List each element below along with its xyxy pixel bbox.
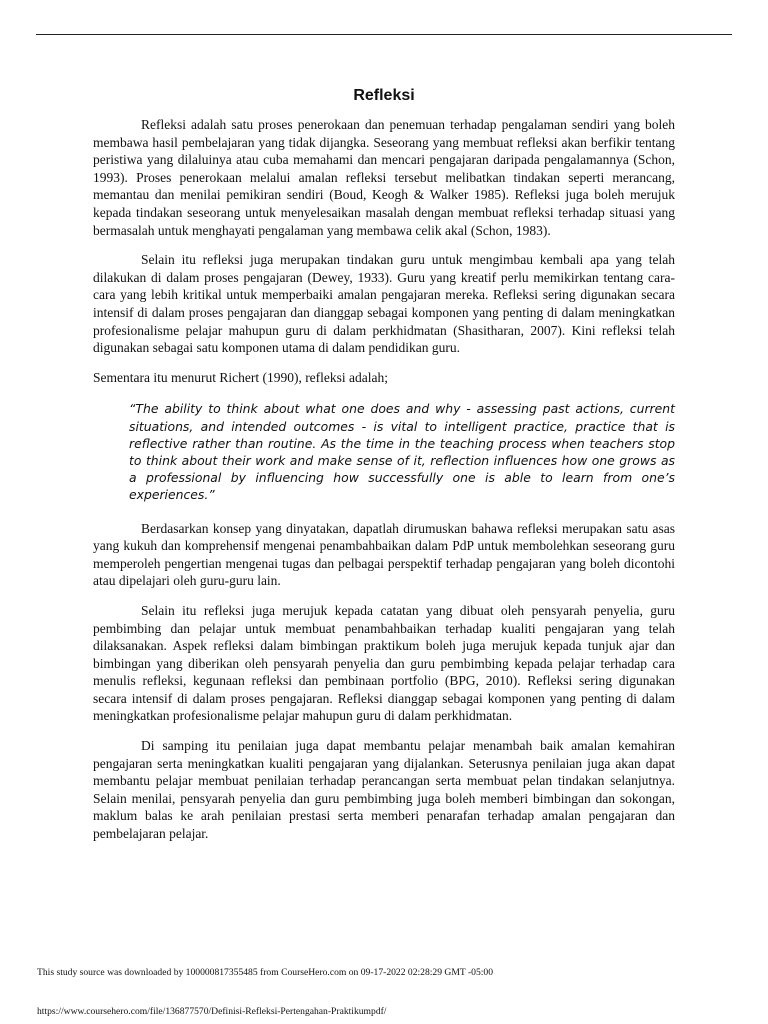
paragraph-1: Refleksi adalah satu proses penerokaan dan penemuan terhadap pengalaman sendiri yang boleh membawa hasil pembelajaran yang tidak dijangka. Seseorang yang membuat refleksi akan berfikir tentang peristiwa yang dilaluinya atau cuba memahami dan mencari pengajaran daripada pengalamannya (Schon, 1993). Proses penerokaan melalui amalan refleksi tersebut melibatkan tindakan seperti merancang, memantau dan menilai pemikiran sendiri (Boud, Keogh & Walker 1985). Refleksi juga boleh merujuk kepada tindakan seseorang untuk menyelesaikan masalah dengan membuat refleksi terhadap situasi yang bermasalah untuk menghayati pengalaman yang membawa celik akal (Schon, 1983).: [93, 117, 675, 238]
top-divider: [36, 34, 732, 35]
paragraph-5: Selain itu refleksi juga merujuk kepada catatan yang dibuat oleh pensyarah penyelia, guru pembimbing dan pelajar untuk membuat penambahbaikan terhadap kualiti pengajaran yang telah dilaksanakan. Aspek refleksi dalam bimbingan praktikum boleh juga merujuk kepada tunjuk ajar dan bimbingan yang diberikan oleh pensyarah penyelia dan guru pembimbing kepada pelajar terhadap cara menulis refleksi, kegunaan refleksi dan pembinaan portfolio (BPG, 2010). Refleksi sering digunakan secara intensif di dalam proses pengajaran. Refleksi dianggap sebagai komponen yang penting di dalam meningkatkan profesionalisme pelajar mahupun guru di dalam perkhidmatan.: [93, 602, 675, 724]
document-title: Refleksi: [353, 87, 415, 104]
paragraph-6: Di samping itu penilaian juga dapat membantu pelajar menambah baik amalan kemahiran pengajaran serta meningkatkan kualiti pengajaran yang dijalankan. Seterusnya penilaian juga akan dapat membantu pelajar membuat penilaian terhadap perancangan serta membuat pelan tindakan selanjutnya. Selain menilai, pensyarah penyelia dan guru pembimbing juga boleh memberi bimbingan dan sokongan, maklum balas ke arah penilaian prestasi serta memberi penarafan terhadap amalan pengajaran dan pembelajaran pelajar.: [93, 738, 675, 842]
paragraph-3: Sementara itu menurut Richert (1990), refleksi adalah;: [93, 369, 389, 385]
document-body: [93, 86, 675, 855]
paragraph-2: Selain itu refleksi juga merupakan tindakan guru untuk mengimbau kembali apa yang telah dilakukan di dalam proses pengajaran (Dewey, 1933). Guru yang kreatif perlu memikirkan tentang cara-cara yang lebih kritikal untuk memperbaiki amalan pengajaran mereka. Refleksi sering digunakan secara intensif di dalam proses pengajaran dan dianggap sebagai komponen yang penting di dalam meningkatkan profesionalisme pelajar mahupun guru di dalam perkhidmatan (Shasitharan, 2007). Kini refleksi telah digunakan sebagai satu komponen utama di dalam pendidikan guru.: [93, 252, 675, 356]
source-url-link[interactable]: https://www.coursehero.com/file/136877570/Definisi-Refleksi-Pertengahan-Praktikumpdf/: [37, 1006, 387, 1017]
richert-quote: “The ability to think about what one does and why - assessing past actions, current situations, and intended outcomes - is vital to intelligent practice, practice that is reflective rather than routine. As the time in the teaching process when teachers stop to think about their work and make sense of it, reflection influences how one grows as a professional by influencing how successfully one is able to learn from one’s experiences.”: [129, 401, 675, 503]
paragraph-4: Berdasarkan konsep yang dinyatakan, dapatlah dirumuskan bahawa refleksi merupakan satu asas yang kukuh dan komprehensif mengenai penambahbaikan dalam PdP untuk membolehkan seseorang guru memperoleh pengertian mengenai tugas dan pelbagai perspektif terhadap pengajaran yang boleh dicontohi atau dipelajari oleh guru-guru lain.: [93, 520, 675, 589]
download-notice: This study source was downloaded by 100000817355485 from CourseHero.com on 09-17-2022 02:28:29 GMT -05:00: [37, 967, 494, 978]
